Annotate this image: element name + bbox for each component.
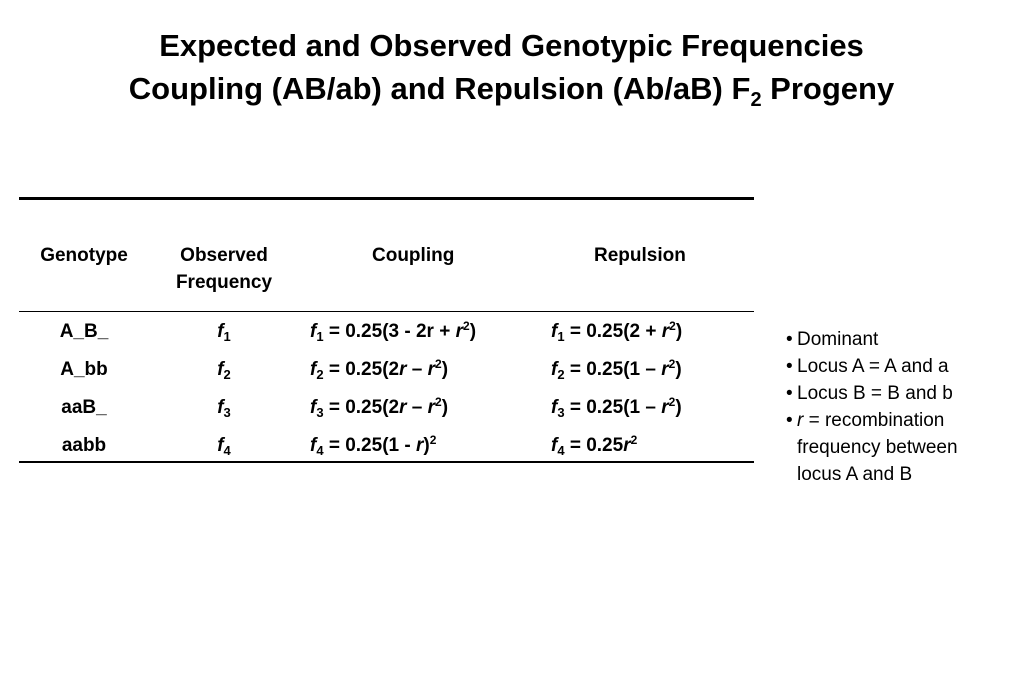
row2-genotype: A_bb [60, 359, 108, 380]
row1-genotype: A_B_ [59, 321, 109, 342]
bullet-icon: • [786, 356, 793, 377]
bullet-icon: • [786, 329, 793, 350]
row3-observed: $f_3$ [217, 397, 231, 420]
title-subscript: 2 [750, 89, 762, 111]
note-item: • Dominant [786, 326, 1016, 353]
table-top-rule [19, 197, 754, 200]
row2-observed: $f_2$ [217, 359, 231, 382]
row1-repulsion: $f_1 = 0.25(2 + r^2)$ [551, 319, 683, 344]
notes-list [786, 326, 1016, 488]
row3-genotype: aaB_ [61, 397, 107, 418]
note-item: • r = recombination frequency between locus A and B [786, 407, 1016, 488]
row4-coupling: $f_4 = 0.25(1 - r)^2$ [310, 433, 437, 458]
title-line-2-end: Progeny [761, 71, 895, 106]
row2-repulsion: $f_2 = 0.25(1 - r^2)$ [551, 357, 682, 382]
title-line-2 [0, 67, 1023, 122]
header-observed-line1: Observed [180, 245, 268, 266]
row4-observed: $f_4$ [217, 435, 231, 458]
table-bottom-rule [19, 461, 754, 463]
bullet-icon: • [786, 383, 793, 404]
header-observed-frequency [168, 242, 280, 296]
header-repulsion: Repulsion [594, 245, 686, 266]
row4-genotype: aabb [61, 435, 107, 456]
note-item: • Locus B = B and b [786, 380, 1016, 407]
row1-coupling: $f_1 = 0.25(3 - 2r + r^2)$ [310, 319, 477, 344]
note-item: • Locus A = A and a [786, 353, 1016, 380]
header-observed-line2: Frequency [175, 272, 273, 293]
slide-title [0, 24, 1023, 122]
row3-coupling: $f_3 = 0.25(2r - r^2)$ [310, 395, 449, 420]
bullet-icon: • [786, 410, 793, 431]
title-line-1: Expected and Observed Genotypic Frequencies [159, 28, 864, 63]
row1-observed: $f_1$ [217, 321, 231, 344]
row4-repulsion: $f_4 = 0.25r^2$ [551, 433, 638, 458]
header-genotype: Genotype [40, 245, 128, 266]
header-coupling: Coupling [372, 245, 455, 266]
row3-repulsion: $f_3 = 0.25(1 - r^2)$ [551, 395, 682, 420]
row2-coupling: $f_2 = 0.25(2r - r^2)$ [310, 357, 449, 382]
table-header-rule [19, 311, 754, 312]
title-line-2-main: Coupling (AB/ab) and Repulsion (Ab/aB) F [128, 71, 751, 106]
